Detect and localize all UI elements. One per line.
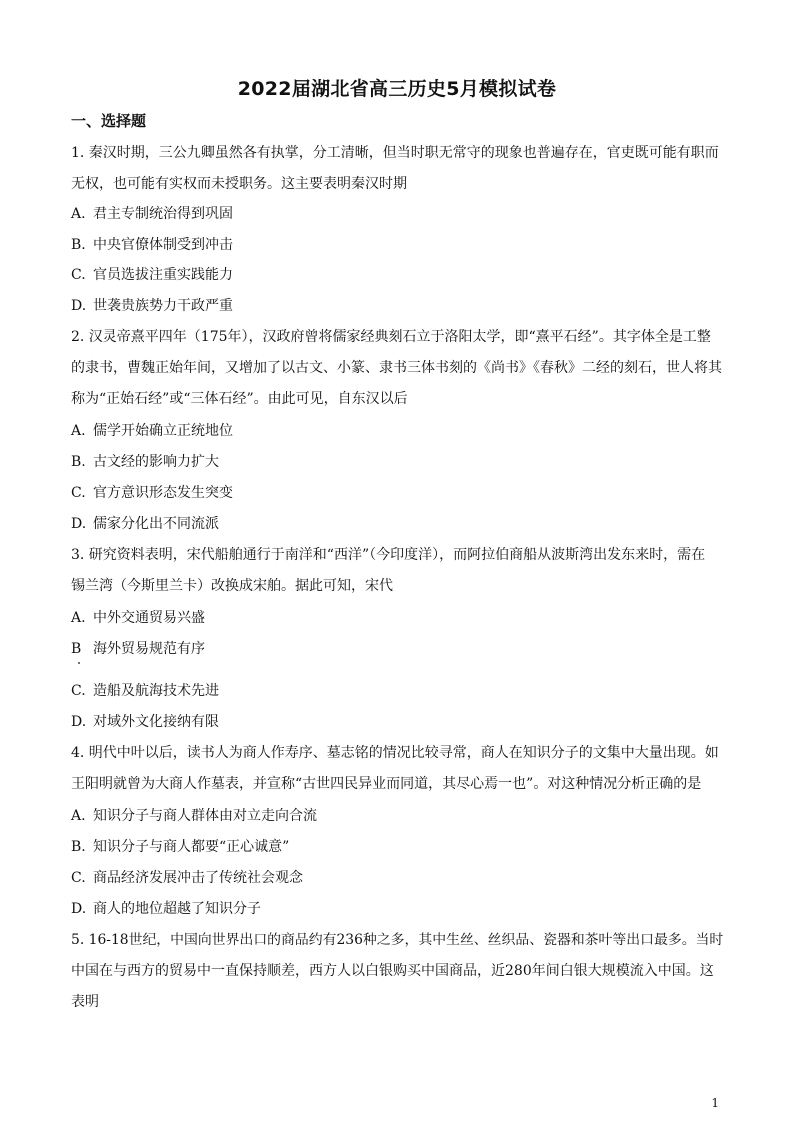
stray-dot — [78, 662, 80, 664]
question-2-option-d — [71, 515, 219, 533]
question-2-option-a — [71, 422, 233, 440]
question-2-option-c — [71, 484, 233, 502]
option-letter: D. — [71, 516, 87, 532]
question-2-line-3: 称为“正始石经”或“三体石经”。由此可见，自东汉以后 — [71, 391, 408, 407]
question-1-line-2: 无权，也可能有实权而未授职务。这主要表明秦汉时期 — [71, 176, 407, 192]
option-letter: A. — [71, 206, 86, 222]
option-letter: C. — [71, 485, 86, 501]
section-heading: 一、选择题 — [71, 112, 147, 130]
option-letter: A. — [71, 610, 86, 626]
page-title: 2022届湖北省高三历史5月模拟试卷 — [237, 78, 557, 100]
question-3-option-b — [71, 640, 205, 658]
option-text: 海外贸易规范有序 — [93, 641, 205, 657]
option-text: 造船及航海技术先进 — [93, 683, 219, 699]
option-text: 商人的地位超越了知识分子 — [93, 901, 261, 917]
option-text: 儒家分化出不同流派 — [93, 516, 219, 532]
question-5-line-1: 5. 16-18世纪，中国向世界出口的商品约有236种之多，其中生丝、丝织品、瓷器和茶叶等出口最多。当时 — [71, 932, 724, 948]
option-text: 中外交通贸易兴盛 — [93, 610, 205, 626]
option-text: 世袭贵族势力干政严重 — [93, 298, 233, 314]
option-text: 知识分子与商人群体由对立走向合流 — [93, 808, 317, 824]
option-letter: D. — [71, 714, 87, 730]
question-4-option-d — [71, 900, 261, 918]
option-letter: B. — [71, 839, 86, 855]
option-text: 古文经的影响力扩大 — [93, 454, 219, 470]
question-3-option-c — [71, 682, 219, 700]
question-4-line-1: 4. 明代中叶以后，读书人为商人作寿序、墓志铭的情况比较寻常，商人在知识分子的文集中大量出现。如 — [71, 745, 719, 761]
question-1-option-c — [71, 266, 233, 284]
option-text: 对域外文化接纳有限 — [93, 714, 219, 730]
page-number: 1 — [711, 1096, 719, 1110]
option-text: 中央官僚体制受到冲击 — [93, 237, 233, 253]
option-letter: A. — [71, 808, 86, 824]
option-text: 知识分子与商人都要“正心诚意” — [93, 839, 290, 855]
option-letter: D. — [71, 298, 87, 314]
question-5-line-3: 表明 — [71, 994, 99, 1010]
option-text: 官方意识形态发生突变 — [93, 485, 233, 501]
option-letter: C. — [71, 683, 86, 699]
option-letter: D. — [71, 901, 87, 917]
question-3-line-1: 3. 研究资料表明，宋代船舶通行于南洋和“西洋”（今印度洋），而阿拉伯商船从波斯湾出发东来时，需在 — [71, 547, 706, 563]
question-1-option-b — [71, 236, 233, 254]
option-letter: B. — [71, 454, 86, 470]
question-2-option-b — [71, 453, 219, 471]
question-2-line-1: 2. 汉灵帝熹平四年（175年），汉政府曾将儒家经典刻石立于洛阳太学，即“熹平石经”。其字体全是工整 — [71, 329, 711, 345]
option-text: 儒学开始确立正统地位 — [93, 423, 233, 439]
option-text: 君主专制统治得到巩固 — [93, 206, 233, 222]
question-3-line-2: 锡兰湾（今斯里兰卡）改换成宋舶。据此可知，宋代 — [71, 578, 393, 594]
question-4-option-a — [71, 807, 317, 825]
option-text: 商品经济发展冲击了传统社会观念 — [93, 870, 303, 886]
question-3-option-a — [71, 609, 205, 627]
option-letter: B — [71, 641, 82, 657]
option-letter: B. — [71, 237, 86, 253]
option-text: 官员选拔注重实践能力 — [93, 267, 233, 283]
question-1-line-1: 1. 秦汉时期，三公九卿虽然各有执掌，分工清晰，但当时职无常守的现象也普遍存在，官吏既可能有职而 — [71, 145, 719, 161]
question-4-option-c — [71, 869, 303, 887]
option-letter: C. — [71, 870, 86, 886]
question-1-option-a — [71, 205, 233, 223]
option-letter: C. — [71, 267, 86, 283]
question-4-option-b — [71, 838, 289, 856]
option-letter: A. — [71, 423, 86, 439]
question-2-line-2: 的隶书，曹魏正始年间，又增加了以古文、小篆、隶书三体书刻的《尚书》《春秋》二经的刻石，世人将其 — [71, 360, 722, 376]
question-3-option-d — [71, 713, 219, 731]
question-1-option-d — [71, 297, 233, 315]
question-5-line-2: 中国在与西方的贸易中一直保持顺差，西方人以白银购买中国商品，近280年间白银大规模流入中国。这 — [71, 963, 714, 979]
question-4-line-2: 王阳明就曾为大商人作墓表，并宣称“古世四民异业而同道，其尽心焉一也”。对这种情况分析正确的是 — [71, 776, 702, 792]
